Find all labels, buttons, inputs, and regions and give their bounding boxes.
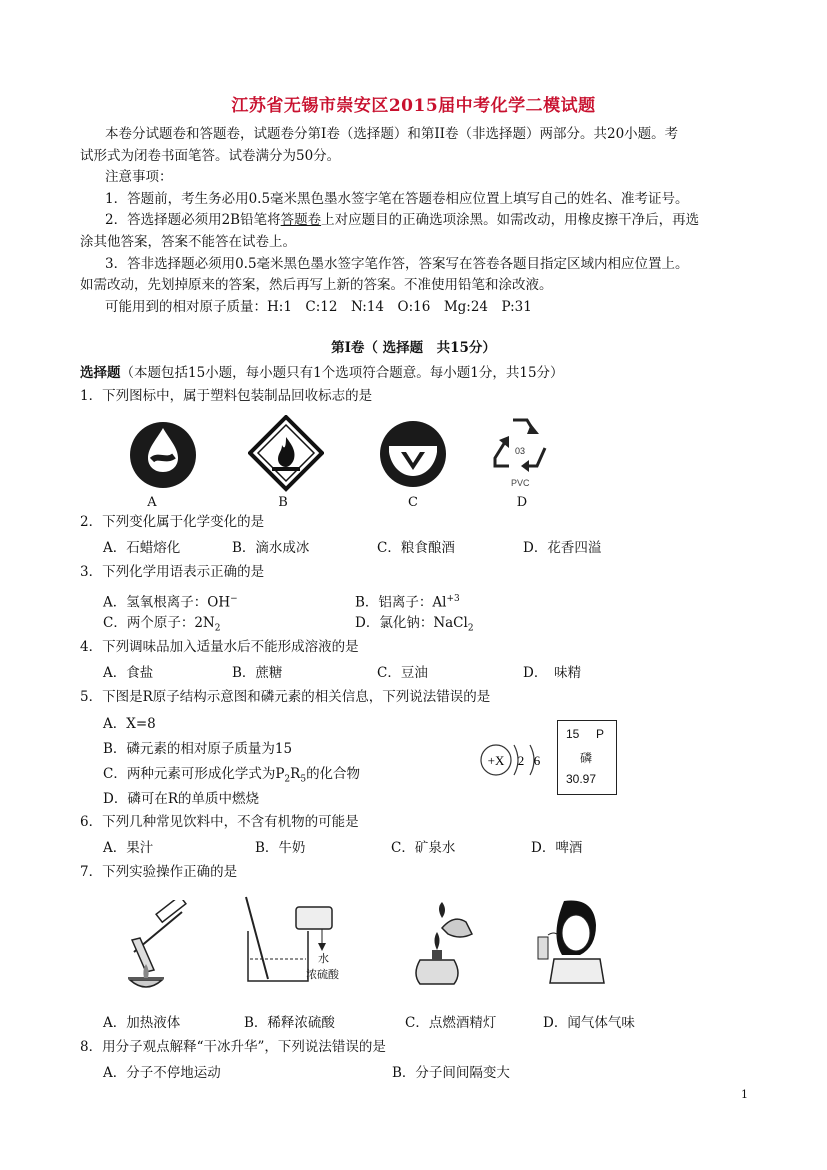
element-card	[557, 720, 617, 795]
q1-label-b: B	[278, 495, 288, 510]
q5-option-d: D．磷可在R的单质中燃烧	[103, 791, 259, 807]
heating-liquid-image	[118, 900, 200, 995]
q2-option-a: A．石蜡熔化	[103, 540, 181, 556]
notice-3a: 3．答非选择题必须用0.5毫米黑色墨水签字笔作答，答案写在答卷各题目指定区域内相应位置上。	[105, 256, 689, 272]
intro-line-2: 试形式为闭卷书面笔答。试卷满分为50分。	[80, 148, 341, 164]
atom-shell-1: 2	[517, 753, 525, 768]
notice-1: 1．答题前，考生务必用0.5毫米黑色墨水签字笔在答题卷相应位置上填写自己的姓名、准考证号。	[105, 191, 689, 207]
recycle-pvc-icon	[487, 414, 553, 476]
element-number: 15	[566, 727, 580, 741]
smell-gas-image	[524, 895, 614, 985]
q3-option-d: D．氯化钠：NaCl$_2$	[355, 615, 474, 634]
notice-2a: 2．答选择题必须用2B铅笔将答题卷上对应题目的正确选项涂黑。如需改动，用橡皮擦干净后，再选	[105, 212, 700, 228]
q3-option-b: B．铝离子：$Al^{+3}$	[355, 594, 460, 611]
q3-stem: 3．下列化学用语表示正确的是	[80, 564, 265, 580]
q4-option-c: C．豆油	[377, 665, 428, 681]
atom-structure-diagram	[478, 735, 548, 785]
q6-option-d: D．啤酒	[531, 840, 583, 856]
q7-option-b: B．稀释浓硫酸	[244, 1015, 335, 1031]
green-food-icon	[377, 418, 449, 490]
acid-label: 浓硫酸	[306, 968, 339, 981]
q1-label-a: A	[147, 495, 157, 510]
notice-2b: 涂其他答案，答案不能答在试卷上。	[80, 234, 296, 250]
q2-option-c: C．粮食酿酒	[377, 540, 455, 556]
q1-label-d: D	[516, 495, 528, 510]
element-name: 磷	[580, 751, 593, 765]
q4-option-a: A．食盐	[103, 665, 154, 681]
q7-option-a: A．加热液体	[103, 1015, 181, 1031]
page-number: 1	[741, 1088, 748, 1101]
q5-option-c: C．两种元素可形成化学式为$P_2R_5$的化合物	[103, 766, 361, 785]
q4-option-d: D． 味精	[523, 665, 582, 681]
q6-option-a: A．果汁	[103, 840, 154, 856]
q6-option-c: C．矿泉水	[391, 840, 456, 856]
light-lamp-image	[402, 900, 482, 995]
water-label: 水	[318, 952, 329, 965]
notice-heading: 注意事项：	[105, 169, 173, 185]
q5-option-b: B．磷元素的相对原子质量为15	[103, 741, 293, 757]
q1-stem: 1．下列图标中，属于塑料包装制品回收标志的是	[80, 388, 373, 404]
water-saving-icon	[126, 418, 201, 493]
atom-nucleus-label: +X	[487, 753, 505, 768]
q7-stem: 7．下列实验操作正确的是	[80, 864, 238, 880]
element-symbol: P	[596, 727, 605, 741]
q8-stem: 8．用分子观点解释“干冰升华”，下列说法错误的是	[80, 1039, 386, 1055]
section-heading: 第Ⅰ卷（ 选择题 共15分）	[331, 340, 496, 356]
q3-option-a: A．氢氧根离子：OH−	[103, 594, 238, 611]
intro-line-1: 本卷分试题卷和答题卷，试题卷分第Ⅰ卷（选择题）和第II卷（非选择题）两部分。共20小题。考	[105, 126, 679, 142]
q1-label-c: C	[408, 495, 418, 510]
q4-option-b: B．蔗糖	[232, 665, 283, 681]
q4-stem: 4．下列调味品加入适量水后不能形成溶液的是	[80, 639, 359, 655]
q6-option-b: B．牛奶	[255, 840, 306, 856]
recycle-code: 03	[514, 446, 526, 456]
q2-stem: 2．下列变化属于化学变化的是	[80, 514, 265, 530]
q2-option-b: B．滴水成冰	[232, 540, 310, 556]
q7-option-d: D．闻气体气味	[543, 1015, 635, 1031]
q6-stem: 6．下列几种常见饮料中，不含有机物的可能是	[80, 814, 359, 830]
q2-option-d: D．花香四溢	[523, 540, 602, 556]
section-instruction: 选择题（本题包括15小题，每小题只有1个选项符合题意。每小题1分，共15分）	[80, 365, 564, 381]
q3-option-c: C．两个原子：$2N_2$	[103, 615, 221, 634]
q5-stem: 5．下图是R原子结构示意图和磷元素的相关信息，下列说法错误的是	[80, 689, 491, 705]
atomic-masses: 可能用到的相对原子质量：H:1 C:12 N:14 O:16 Mg:24 P:31	[105, 299, 532, 315]
notice-3b: 如需改动，先划掉原来的答案，然后再写上新的答案。不准使用铅笔和涂改液。	[80, 277, 553, 293]
recycle-name: PVC	[511, 478, 530, 488]
exam-title: 江苏省无锡市崇安区2015届中考化学二模试题	[231, 96, 596, 116]
flammable-hazard-icon	[248, 415, 324, 495]
atom-shell-2: 6	[533, 753, 541, 768]
element-mass: 30.97	[566, 772, 597, 786]
q8-option-a: A．分子不停地运动	[103, 1065, 221, 1081]
q7-option-c: C．点燃酒精灯	[405, 1015, 497, 1031]
q8-option-b: B．分子间间隔变大	[392, 1065, 510, 1081]
q5-option-a: A．X=8	[103, 716, 156, 732]
